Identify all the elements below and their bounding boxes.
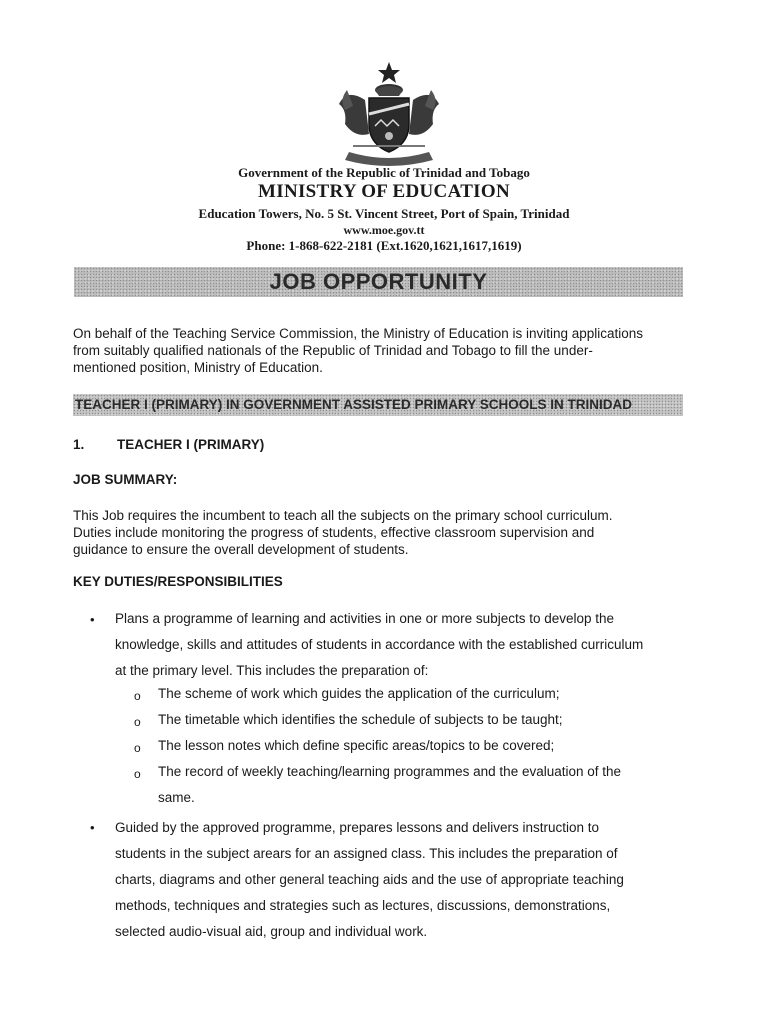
summary-line: This Job requires the incumbent to teach all the subjects on the primary school curriculum. — [73, 508, 613, 523]
job-summary-heading: JOB SUMMARY: — [73, 472, 178, 487]
sub-bullet-marker: o — [134, 767, 141, 781]
sub-duty-line: The lesson notes which define specific areas/topics to be covered; — [158, 738, 555, 753]
sub-duty-line: The timetable which identifies the schedule of subjects to be taught; — [158, 712, 563, 727]
duty-line: selected audio-visual aid, group and individual work. — [115, 924, 428, 939]
position-banner-title: TEACHER I (PRIMARY) IN GOVERNMENT ASSISTED PRIMARY SCHOOLS IN TRINIDAD — [75, 397, 633, 412]
duty-line: knowledge, skills and attitudes of students in accordance with the established curriculum — [115, 637, 644, 652]
duty-line: students in the subject arears for an assigned class. This includes the preparation of — [115, 846, 618, 861]
ministry-phone: Phone: 1-868-622-2181 (Ext.1620,1621,1617,1619) — [246, 238, 522, 253]
duty-line: Plans a programme of learning and activities in one or more subjects to develop the — [115, 611, 615, 626]
duty-item — [115, 606, 680, 684]
duty-line: charts, diagrams and other general teaching aids and the use of appropriate teaching — [115, 872, 624, 887]
sub-duty-line: same. — [158, 790, 195, 805]
sub-duty-line: The scheme of work which guides the application of the curriculum; — [158, 686, 560, 701]
position-title: TEACHER I (PRIMARY) — [117, 437, 265, 452]
government-name: Government of the Republic of Trinidad and Tobago — [238, 165, 530, 180]
summary-line: guidance to ensure the overall development of students. — [73, 542, 409, 557]
intro-paragraph — [73, 325, 681, 376]
job-summary-paragraph — [73, 507, 681, 558]
ministry-name: MINISTRY OF EDUCATION — [258, 181, 510, 202]
bullet-marker: • — [90, 612, 95, 627]
position-number: 1. — [73, 437, 85, 452]
key-duties-heading: KEY DUTIES/RESPONSIBILITIES — [73, 574, 283, 589]
intro-line: from suitably qualified nationals of the Republic of Trinidad and Tobago to fill the under- — [73, 343, 593, 358]
coat-of-arms-icon — [331, 60, 447, 166]
intro-line: mentioned position, Ministry of Education. — [73, 360, 323, 375]
summary-line: Duties include monitoring the progress of students, effective classroom supervision and — [73, 525, 595, 540]
duty-line: methods, techniques and strategies such as lectures, discussions, demonstrations, — [115, 898, 611, 913]
ministry-address: Education Towers, No. 5 St. Vincent Street, Port of Spain, Trinidad — [198, 206, 570, 221]
sub-bullet-marker: o — [134, 689, 141, 703]
duty-line: Guided by the approved programme, prepares lessons and delivers instruction to — [115, 820, 600, 835]
duty-line: at the primary level. This includes the preparation of: — [115, 663, 429, 678]
ministry-website: www.moe.gov.tt — [343, 223, 425, 237]
sub-bullet-marker: o — [134, 715, 141, 729]
job-opportunity-banner — [74, 267, 683, 297]
banner-title: JOB OPPORTUNITY — [269, 269, 488, 294]
intro-line: On behalf of the Teaching Service Commission, the Ministry of Education is inviting applications — [73, 326, 644, 341]
sub-bullet-marker: o — [134, 741, 141, 755]
bullet-marker: • — [90, 820, 95, 835]
duty-item — [115, 815, 680, 945]
position-banner — [73, 394, 683, 416]
sub-duty-line: The record of weekly teaching/learning programmes and the evaluation of the — [158, 764, 622, 779]
